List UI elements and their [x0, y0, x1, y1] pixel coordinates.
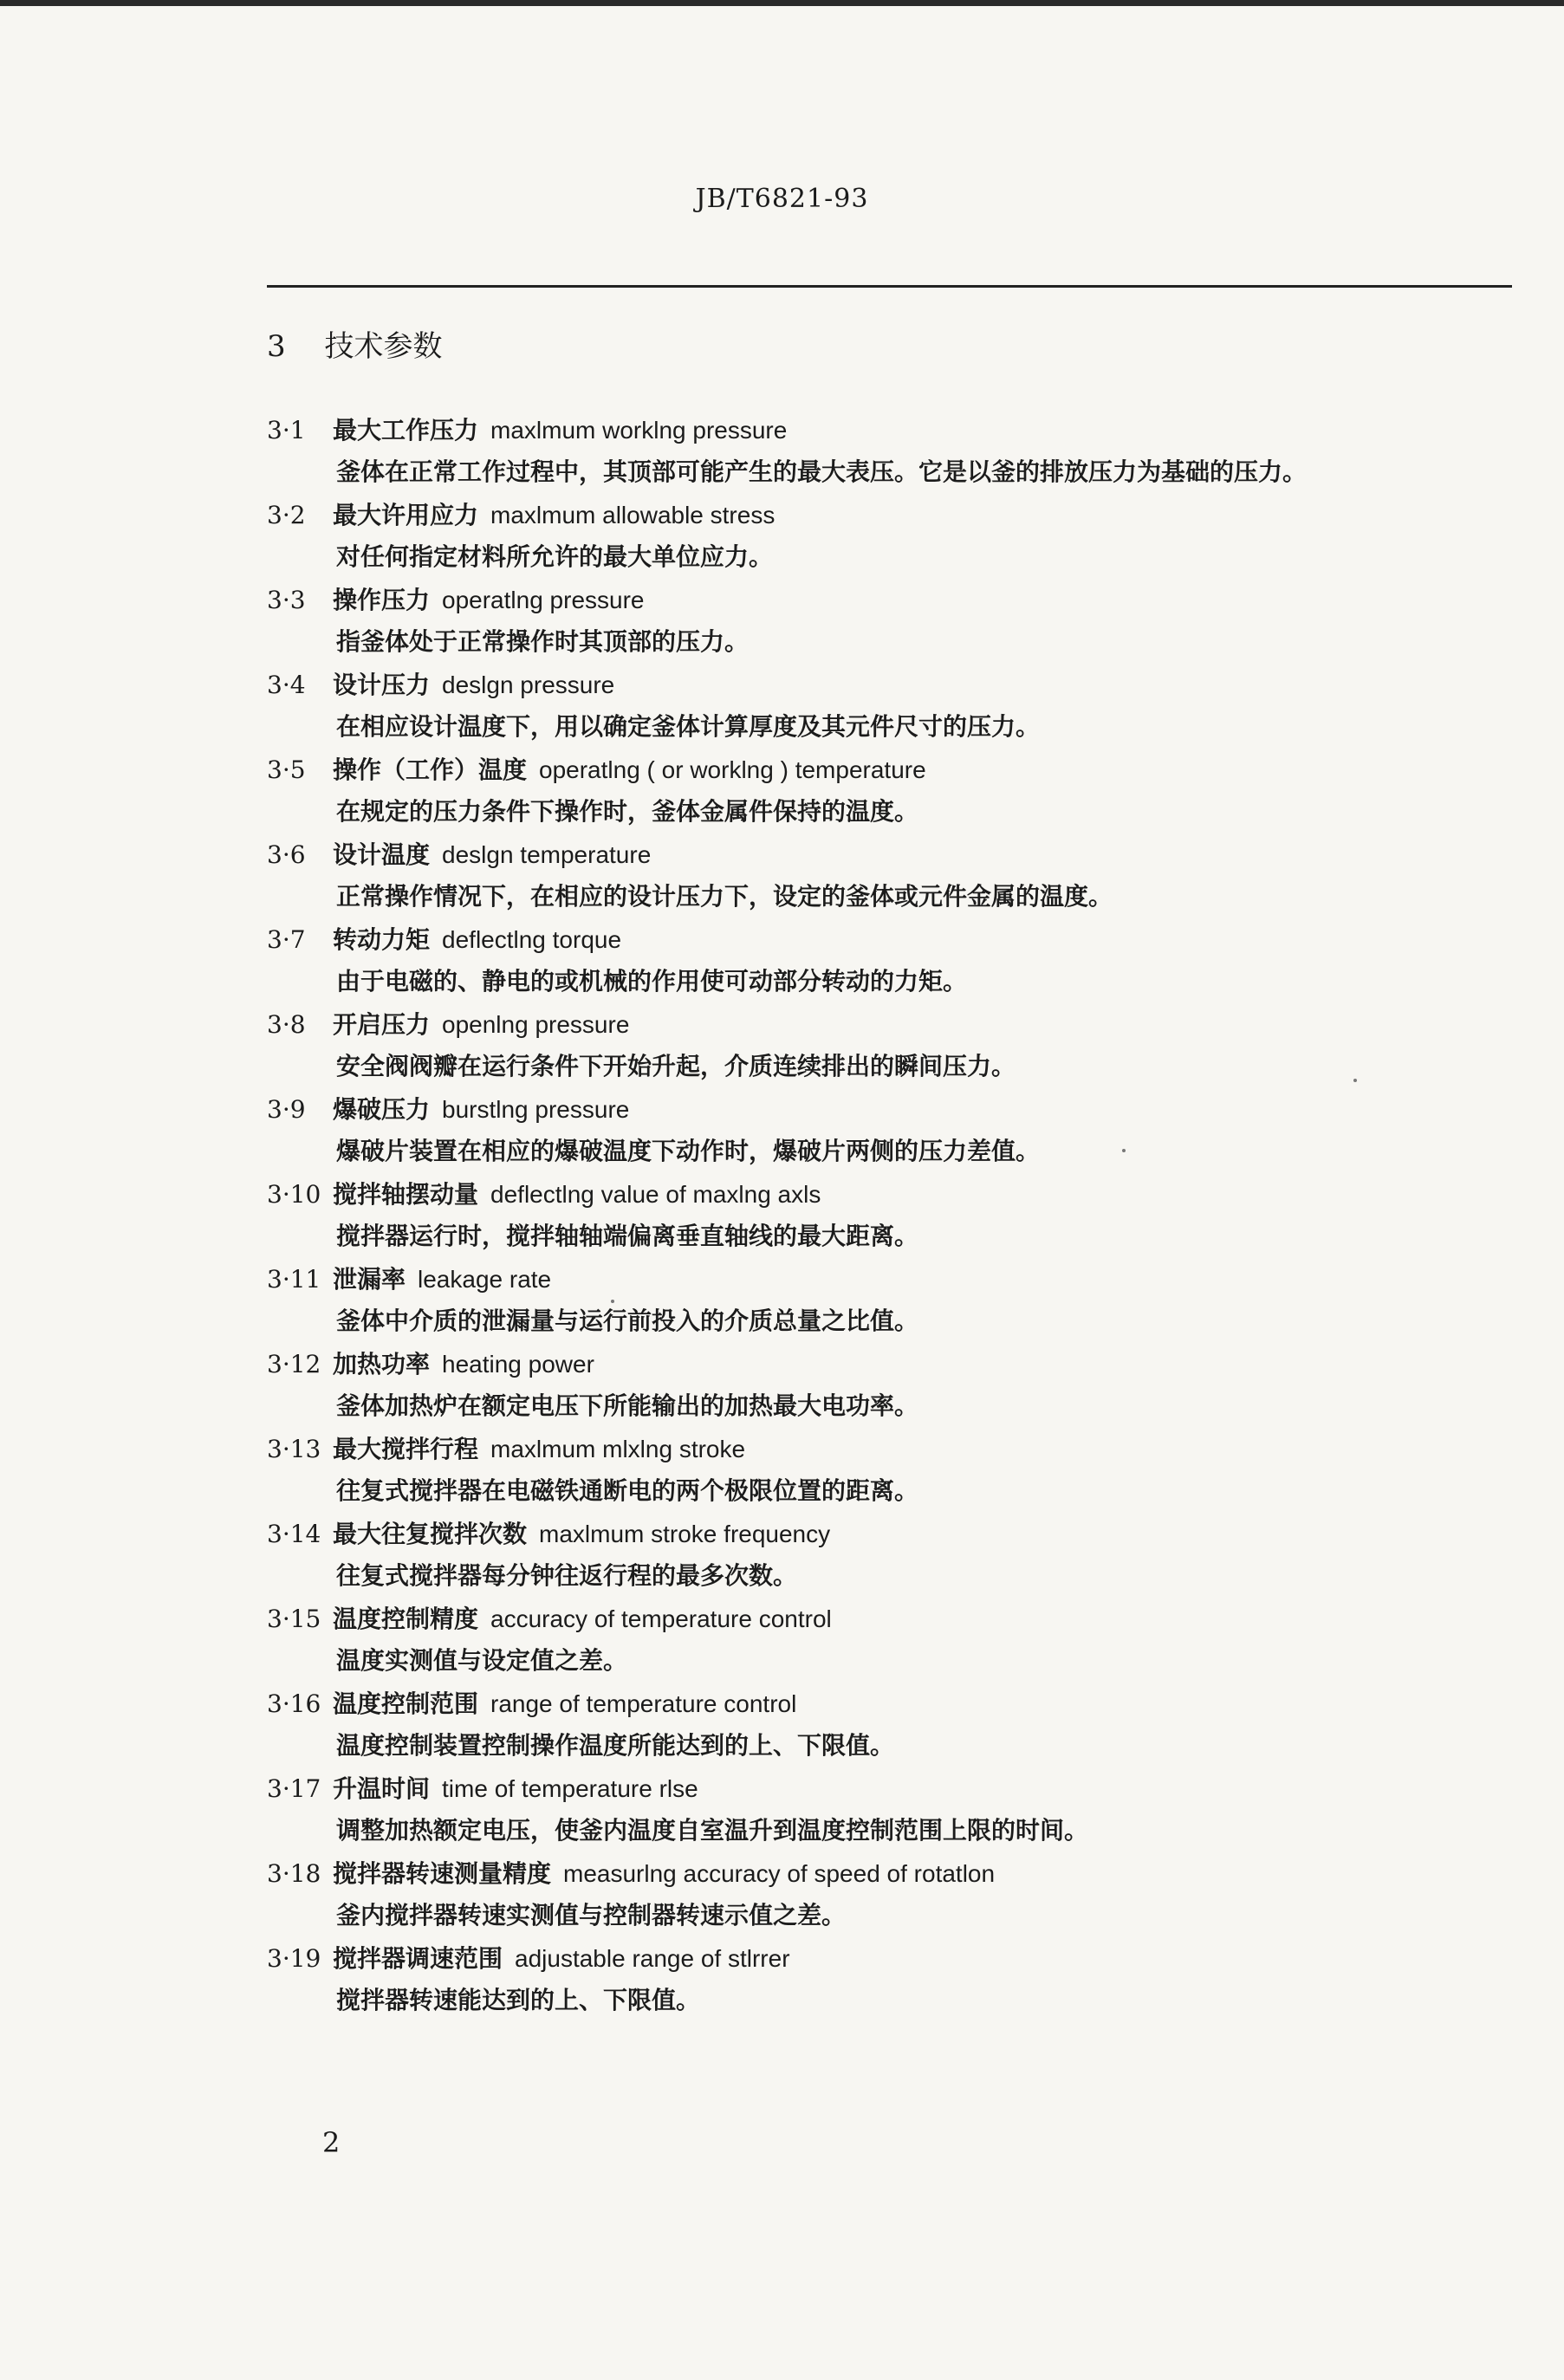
- term-number: 3·7: [267, 925, 306, 954]
- term-number: 3·9: [267, 1095, 306, 1124]
- term-heading: [333, 1854, 995, 1894]
- term-number: 3·3: [267, 586, 306, 614]
- term-entry: [267, 750, 1515, 835]
- term-english: range of temperature control: [490, 1690, 797, 1717]
- term-entry: [267, 1175, 1515, 1260]
- term-number: 3·10: [267, 1180, 321, 1209]
- term-english: maxlmum allowable stress: [490, 502, 776, 529]
- term-number: 3·16: [267, 1689, 321, 1718]
- term-definition: 釜体在正常工作过程中，其顶部可能产生的最大表压。它是以釜的排放压力为基础的压力。: [336, 457, 1308, 486]
- term-definition: 搅拌器运行时，搅拌轴轴端偏离垂直轴线的最大距离。: [336, 1222, 919, 1250]
- term-english: deslgn temperature: [442, 841, 652, 868]
- term-english: heating power: [442, 1351, 594, 1378]
- term-entry: [267, 835, 1515, 920]
- term-chinese: 加热功率: [333, 1350, 431, 1378]
- term-entry: [267, 665, 1515, 750]
- term-chinese: 最大许用应力: [333, 501, 479, 529]
- term-definition: 调整加热额定电压，使釜内温度自室温升到温度控制范围上限的时间。: [336, 1816, 1089, 1845]
- term-english: time of temperature rlse: [442, 1775, 698, 1802]
- term-heading: [333, 665, 614, 705]
- scan-top-edge: [0, 0, 1564, 6]
- scan-speck: [611, 1300, 614, 1303]
- term-heading: [333, 1684, 796, 1724]
- term-definition: 往复式搅拌器每分钟往返行程的最多次数。: [336, 1561, 798, 1590]
- term-chinese: 设计压力: [333, 671, 431, 699]
- term-english: burstlng pressure: [442, 1096, 630, 1123]
- term-number: 3·17: [267, 1774, 321, 1803]
- term-english: maxlmum stroke frequency: [539, 1521, 831, 1547]
- term-english: adjustable range of stlrrer: [515, 1945, 790, 1972]
- term-english: deslgn pressure: [442, 671, 615, 698]
- term-number: 3·11: [267, 1265, 321, 1294]
- term-chinese: 操作压力: [333, 586, 431, 614]
- term-entry: [267, 1769, 1515, 1854]
- term-number: 3·8: [267, 1010, 306, 1039]
- term-heading: [333, 1090, 629, 1130]
- term-definition: 在相应设计温度下，用以确定釜体计算厚度及其元件尺寸的压力。: [336, 712, 1041, 741]
- page-number: 2: [322, 2126, 341, 2159]
- term-number: 3·4: [267, 671, 306, 699]
- term-heading: [333, 496, 775, 535]
- term-number: 3·13: [267, 1435, 321, 1463]
- term-heading: [333, 1345, 594, 1385]
- term-chinese: 最大搅拌行程: [333, 1435, 479, 1463]
- term-entry: [267, 1345, 1515, 1430]
- term-heading: [333, 580, 645, 620]
- term-heading: [333, 750, 926, 790]
- term-number: 3·2: [267, 501, 306, 529]
- term-chinese: 搅拌器调速范围: [333, 1944, 503, 1973]
- term-entry: [267, 1599, 1515, 1684]
- term-entry: [267, 1005, 1515, 1090]
- term-number: 3·12: [267, 1350, 321, 1378]
- term-chinese: 升温时间: [333, 1774, 431, 1803]
- term-english: deflectlng value of maxlng axls: [490, 1181, 821, 1208]
- term-number: 3·14: [267, 1520, 321, 1548]
- term-definition: 温度实测值与设定值之差。: [336, 1646, 628, 1675]
- term-definition: 在规定的压力条件下操作时，釜体金属件保持的温度。: [336, 797, 919, 826]
- term-list: [267, 411, 1515, 2024]
- term-entry: [267, 1260, 1515, 1345]
- term-definition: 正常操作情况下，在相应的设计压力下，设定的釜体或元件金属的温度。: [336, 882, 1113, 911]
- term-chinese: 泄漏率: [333, 1265, 406, 1294]
- term-chinese: 温度控制范围: [333, 1689, 479, 1718]
- term-english: operatlng pressure: [442, 587, 645, 613]
- term-chinese: 开启压力: [333, 1010, 431, 1039]
- term-definition: 对任何指定材料所允许的最大单位应力。: [336, 542, 774, 571]
- term-number: 3·19: [267, 1944, 321, 1973]
- term-chinese: 设计温度: [333, 840, 431, 869]
- term-heading: [333, 411, 787, 451]
- term-number: 3·1: [267, 416, 306, 444]
- term-definition: 温度控制装置控制操作温度所能达到的上、下限值。: [336, 1731, 895, 1760]
- term-english: leakage rate: [418, 1266, 552, 1293]
- term-definition: 往复式搅拌器在电磁铁通断电的两个极限位置的距离。: [336, 1476, 919, 1505]
- term-definition: 由于电磁的、静电的或机械的作用使可动部分转动的力矩。: [336, 967, 968, 995]
- section-heading: [267, 322, 442, 365]
- term-chinese: 爆破压力: [333, 1095, 431, 1124]
- term-chinese: 搅拌器转速测量精度: [333, 1859, 552, 1888]
- term-heading: [333, 1430, 745, 1469]
- term-heading: [333, 1769, 698, 1809]
- term-number: 3·15: [267, 1605, 321, 1633]
- term-entry: [267, 920, 1515, 1005]
- term-heading: [333, 1175, 821, 1215]
- term-definition: 釜内搅拌器转速实测值与控制器转速示值之差。: [336, 1901, 847, 1929]
- term-definition: 安全阀阀瓣在运行条件下开始升起，介质连续排出的瞬间压力。: [336, 1052, 1016, 1080]
- term-heading: [333, 920, 621, 960]
- section-title: 技术参数: [324, 329, 443, 364]
- term-entry: [267, 1090, 1515, 1175]
- term-english: measurlng accuracy of speed of rotatlon: [563, 1860, 996, 1887]
- term-entry: [267, 1514, 1515, 1599]
- term-definition: 釜体加热炉在额定电压下所能输出的加热最大电功率。: [336, 1391, 919, 1420]
- term-english: openlng pressure: [442, 1011, 630, 1038]
- term-chinese: 最大往复搅拌次数: [333, 1520, 528, 1548]
- term-number: 3·6: [267, 840, 306, 869]
- term-chinese: 温度控制精度: [333, 1605, 479, 1633]
- term-number: 3·18: [267, 1859, 321, 1888]
- header-rule: [267, 285, 1512, 288]
- term-heading: [333, 1939, 790, 1979]
- term-english: maxlmum worklng pressure: [490, 417, 788, 444]
- term-english: maxlmum mlxlng stroke: [490, 1436, 746, 1462]
- term-number: 3·5: [267, 756, 306, 784]
- scan-speck: [1353, 1079, 1357, 1082]
- scan-speck: [1122, 1149, 1126, 1152]
- term-definition: 指釜体处于正常操作时其顶部的压力。: [336, 627, 750, 656]
- term-entry: [267, 411, 1515, 496]
- term-chinese: 操作（工作）温度: [333, 756, 528, 784]
- term-entry: [267, 1854, 1515, 1939]
- term-heading: [333, 1260, 551, 1300]
- term-entry: [267, 1684, 1515, 1769]
- term-chinese: 转动力矩: [333, 925, 431, 954]
- term-definition: 爆破片装置在相应的爆破温度下动作时，爆破片两侧的压力差值。: [336, 1137, 1041, 1165]
- term-heading: [333, 835, 651, 875]
- term-english: accuracy of temperature control: [490, 1605, 832, 1632]
- term-entry: [267, 580, 1515, 665]
- term-definition: 搅拌器转速能达到的上、下限值。: [336, 1986, 701, 2014]
- term-heading: [333, 1005, 629, 1045]
- term-entry: [267, 496, 1515, 580]
- term-english: operatlng ( or worklng ) temperature: [539, 756, 926, 783]
- term-heading: [333, 1514, 830, 1554]
- term-entry: [267, 1430, 1515, 1514]
- term-heading: [333, 1599, 832, 1639]
- section-number: 3: [267, 329, 286, 364]
- term-chinese: 最大工作压力: [333, 416, 479, 444]
- term-chinese: 搅拌轴摆动量: [333, 1180, 479, 1209]
- term-english: deflectlng torque: [442, 926, 622, 953]
- term-entry: [267, 1939, 1515, 2024]
- term-definition: 釜体中介质的泄漏量与运行前投入的介质总量之比值。: [336, 1307, 919, 1335]
- document-number-header: JB/T6821-93: [695, 184, 869, 214]
